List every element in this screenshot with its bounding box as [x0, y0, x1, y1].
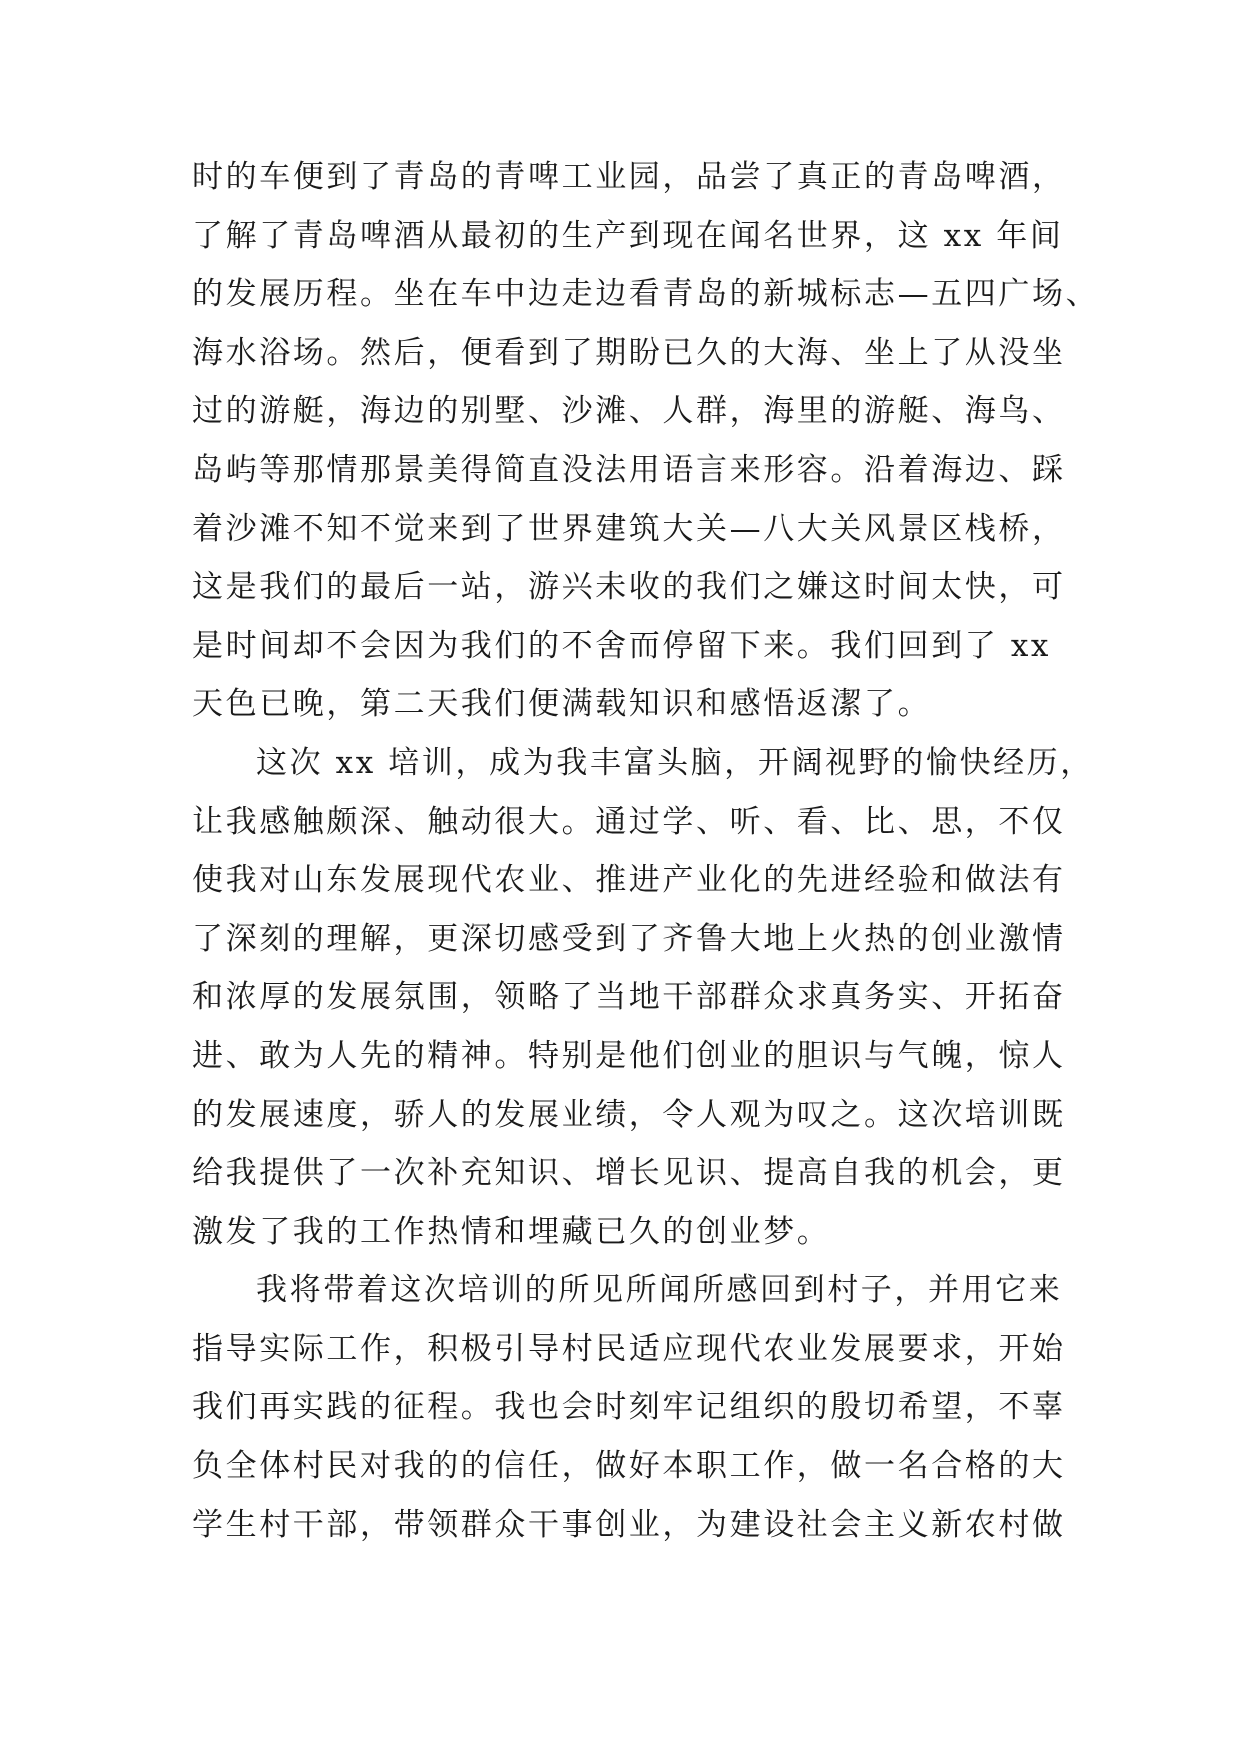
text-line: 岛屿等那情那景美得简直没法用语言来形容。沿着海边、踩	[192, 451, 1066, 488]
text-line: 着沙滩不知不觉来到了世界建筑大关—八大关风景区栈桥，	[192, 510, 1066, 547]
text-line: 的发展速度，骄人的发展业绩，令人观为叹之。这次培训既	[192, 1096, 1066, 1133]
text-line: 负全体村民对我的的信任，做好本职工作，做一名合格的大	[192, 1448, 1066, 1485]
text-line: 使我对山东发展现代农业、推进产业化的先进经验和做法有	[192, 862, 1066, 899]
document-body	[192, 148, 1100, 1554]
text-line: 海水浴场。然后，便看到了期盼已久的大海、坐上了从没坐	[192, 334, 1066, 371]
text-line: 时的车便到了青岛的青啤工业园，品尝了真正的青岛啤酒，	[192, 159, 1066, 195]
text-line: 过的游艇，海边的别墅、沙滩、人群，海里的游艇、海鸟、	[192, 393, 1066, 430]
text-line: 我们再实践的征程。我也会时刻牢记组织的殷切希望，不辜	[192, 1389, 1066, 1426]
text-line: 是时间却不会因为我们的不舍而停留下来。我们回到了 xx	[192, 627, 1052, 664]
text-line: 天色已晚，第二天我们便满载知识和感悟返潔了。	[192, 686, 932, 723]
text-line: 激发了我的工作热情和埋藏已久的创业梦。	[192, 1213, 831, 1250]
paragraph-first-line: 我将带着这次培训的所见所闻所感回到村子，并用它来	[256, 1272, 1063, 1309]
text-line: 让我感触颇深、触动很大。通过学、听、看、比、思，不仅	[192, 803, 1066, 840]
text-line: 进、敢为人先的精神。特别是他们创业的胆识与气魄，惊人	[192, 1037, 1066, 1074]
text-line: 了解了青岛啤酒从最初的生产到现在闻名世界，这 xx 年间	[192, 217, 1064, 254]
text-line: 指导实际工作，积极引导村民适应现代农业发展要求，开始	[192, 1330, 1066, 1367]
text-line: 和浓厚的发展氛围，领略了当地干部群众求真务实、开拓奋	[192, 979, 1066, 1016]
paragraph-first-line: 这次 xx 培训，成为我丰富头脑，开阔视野的愉快经历，	[256, 744, 1094, 781]
text-line: 学生村干部，带领群众干事创业，为建设社会主义新农村做	[192, 1506, 1066, 1543]
text-line: 给我提供了一次补充知识、增长见识、提高自我的机会，更	[192, 1155, 1066, 1192]
text-line: 这是我们的最后一站，游兴未收的我们之嫌这时间太快，可	[192, 569, 1066, 606]
text-line: 的发展历程。坐在车中边走边看青岛的新城标志—五四广场、	[192, 276, 1100, 313]
text-line: 了深刻的理解，更深切感受到了齐鲁大地上火热的创业激情	[192, 920, 1066, 957]
